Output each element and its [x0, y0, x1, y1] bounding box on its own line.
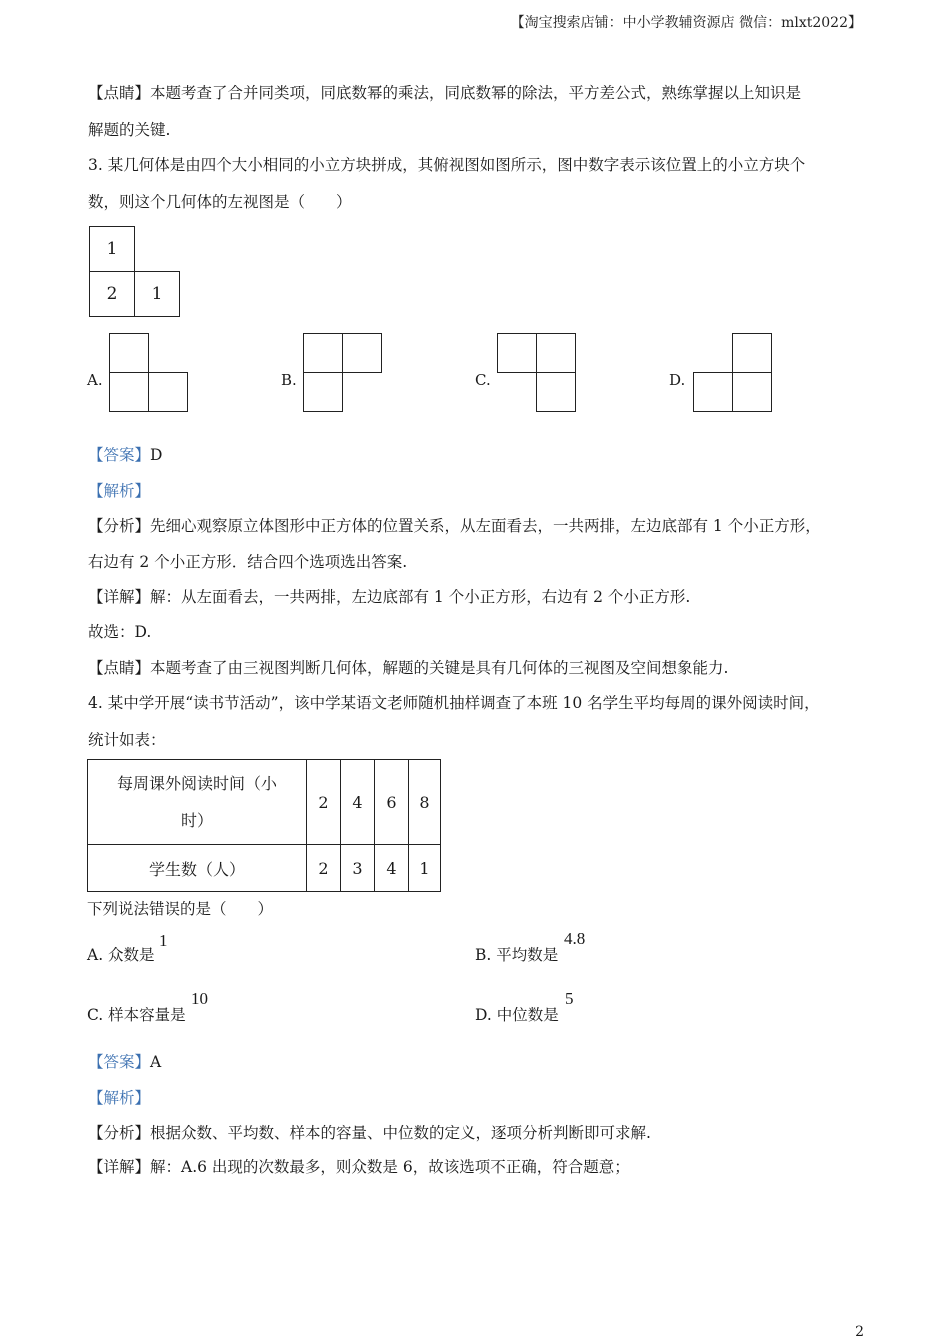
q3-detail: 【详解】解：从左面看去，一共两排，左边底部有 1 个小正方形，右边有 2 个小正方形.	[88, 588, 691, 606]
figure-square	[536, 372, 576, 412]
figure-square	[536, 333, 576, 373]
q4-option-c-value: 10	[191, 989, 208, 1008]
table-cell: 8	[409, 760, 441, 845]
q4-option-a-value: 1	[159, 931, 168, 950]
grid-cell-top: 1	[89, 226, 135, 272]
q4-question: 下列说法错误的是（ ）	[87, 900, 274, 918]
q4-option-c: C. 样本容量是	[87, 1006, 186, 1024]
q4-stem-line-2: 统计如表：	[88, 731, 166, 749]
q3-analysis-tag: 【解析】	[88, 482, 151, 500]
q3-choice: 故选：D.	[88, 623, 152, 641]
page-number: 2	[855, 1324, 864, 1340]
grid-cell-bottom-left: 2	[89, 271, 135, 317]
q3-option-b-label: B.	[281, 371, 297, 389]
answer-value: D	[150, 446, 163, 464]
table-row	[88, 760, 441, 845]
figure-square	[148, 372, 188, 412]
figure-square	[303, 333, 343, 373]
answer-tag: 【答案】	[88, 1053, 151, 1071]
figure-square	[732, 372, 772, 412]
q3-dianjing: 【点睛】本题考查了由三视图判断几何体，解题的关键是具有几何体的三视图及空间想象能力.	[88, 659, 729, 677]
q4-analysis-tag: 【解析】	[88, 1089, 151, 1107]
reading-time-table	[87, 759, 441, 892]
q4-option-a: A. 众数是	[87, 946, 155, 964]
grid-cell-bottom-right: 1	[134, 271, 180, 317]
q3-answer	[88, 443, 162, 465]
q3-option-d-label: D.	[669, 371, 686, 389]
figure-square	[109, 372, 149, 412]
table-cell: 2	[307, 760, 341, 845]
table-cell: 2	[307, 845, 341, 892]
q3-fenxi-line-2: 右边有 2 个小正方形．结合四个选项选出答案.	[88, 553, 408, 571]
figure-square	[303, 372, 343, 412]
q4-fenxi: 【分析】根据众数、平均数、样本的容量、中位数的定义，逐项分析判断即可求解.	[88, 1124, 651, 1142]
q3-option-c-label: C.	[475, 371, 491, 389]
q4-detail: 【详解】解：A.6 出现的次数最多，则众数是 6，故该选项不正确，符合题意；	[88, 1158, 630, 1176]
table-cell: 1	[409, 845, 441, 892]
figure-square	[732, 333, 772, 373]
answer-value: A	[150, 1053, 162, 1071]
q3-stem-line-2: 数，则这个几何体的左视图是（ ）	[88, 193, 352, 211]
figure-square	[497, 333, 537, 373]
table-cell: 4	[341, 760, 375, 845]
figure-square	[109, 333, 149, 373]
answer-tag: 【答案】	[88, 446, 151, 464]
table-cell: 4	[375, 845, 409, 892]
table-row	[88, 845, 441, 892]
q3-stem-line-1: 3. 某几何体是由四个大小相同的小立方块拼成，其俯视图如图所示，图中数字表示该位置上的小立方块个	[88, 156, 806, 174]
page-header: 【淘宝搜索店铺：中小学教辅资源店 微信：mlxt2022】	[510, 15, 862, 31]
dianjing-line-1: 【点睛】本题考查了合并同类项，同底数幂的乘法，同底数幂的除法，平方差公式，熟练掌握以上知识是	[88, 84, 802, 102]
table-header-cell: 学生数（人）	[88, 845, 307, 892]
figure-square	[342, 333, 382, 373]
header-text-b: 时）	[180, 811, 213, 830]
table-cell: 6	[375, 760, 409, 845]
q3-fenxi-line-1: 【分析】先细心观察原立体图形中正方体的位置关系，从左面看去，一共两排，左边底部有 1 个小正方形，	[88, 517, 821, 535]
q4-stem-line-1: 4. 某中学开展“读书节活动”，该中学某语文老师随机抽样调查了本班 10 名学生平均每周的课外阅读时间，	[88, 694, 820, 712]
q3-option-a-label: A.	[87, 371, 103, 389]
q4-option-d-value: 5	[565, 989, 574, 1008]
dianjing-line-2: 解题的关键.	[88, 121, 171, 139]
table-cell: 3	[341, 845, 375, 892]
q4-answer	[88, 1050, 161, 1072]
table-header-cell	[88, 760, 307, 845]
q4-option-b-value: 4.8	[564, 929, 586, 948]
figure-square	[693, 372, 733, 412]
header-text-a: 每周课外阅读时间（小	[116, 774, 277, 793]
q4-option-d: D. 中位数是	[475, 1006, 559, 1024]
q4-option-b: B. 平均数是	[475, 946, 559, 964]
